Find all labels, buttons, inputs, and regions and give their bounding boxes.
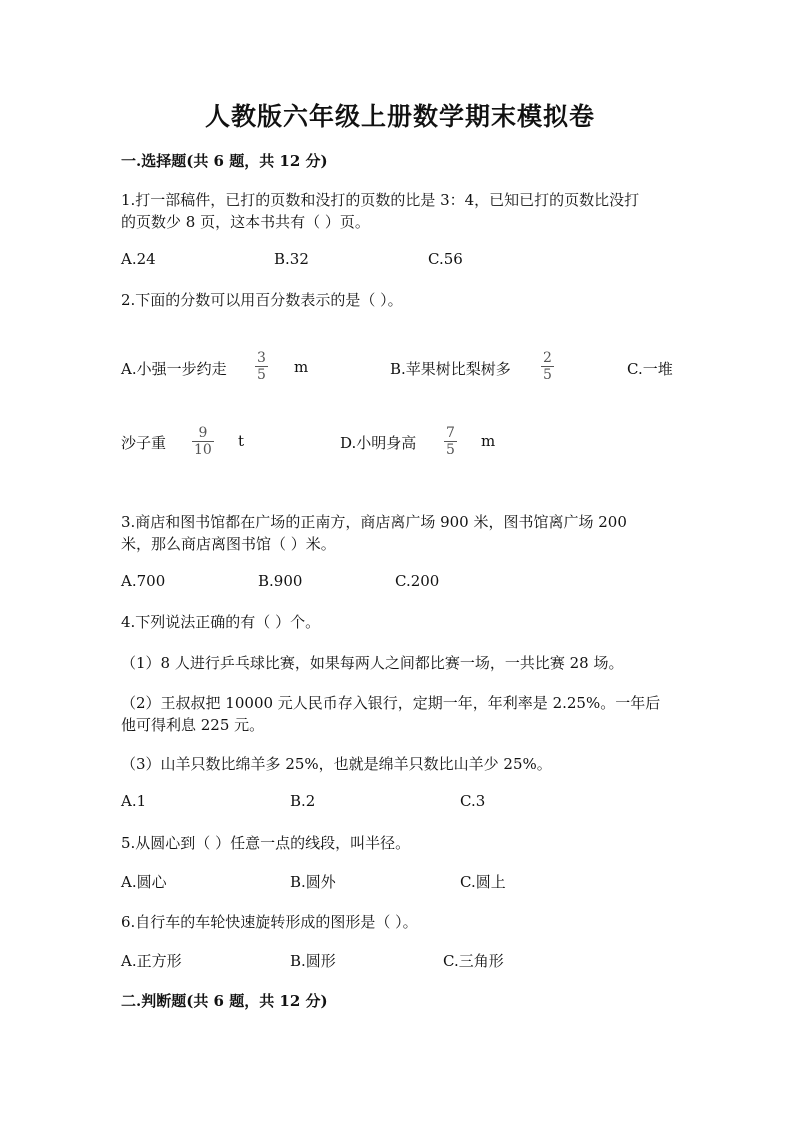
question-6-stem: 6.自行车的车轮快速旋转形成的图形是（ ）。 <box>121 913 418 931</box>
fraction-numerator: 7 <box>446 425 455 441</box>
q2-option-b-fraction <box>541 350 554 383</box>
q3-option-c[interactable]: C.200 <box>395 572 440 590</box>
q3-option-a[interactable]: A.700 <box>121 572 166 590</box>
q1-option-b[interactable]: B.32 <box>274 250 309 268</box>
q4-option-c[interactable]: C.3 <box>460 792 486 810</box>
question-3-line-2: 米，那么商店离图书馆（ ）米。 <box>121 535 336 553</box>
q2-option-a[interactable]: A.小强一步约走 <box>121 360 227 378</box>
question-4-statement-3: （3）山羊只数比绵羊多 25%，也就是绵羊只数比山羊少 25%。 <box>121 755 552 773</box>
q2-option-d-fraction <box>444 425 457 458</box>
question-1-line-1: 1.打一部稿件，已打的页数和没打的页数的比是 3：4，已知已打的页数比没打 <box>121 191 640 209</box>
question-4-statement-2-line-2: 他可得利息 225 元。 <box>121 716 265 734</box>
fraction-denominator: 10 <box>194 442 212 458</box>
q4-option-b[interactable]: B.2 <box>290 792 316 810</box>
question-4-statement-1: （1）8 人进行乒乓球比赛，如果每两人之间都比赛一场，一共比赛 28 场。 <box>121 654 624 672</box>
q3-option-b[interactable]: B.900 <box>258 572 303 590</box>
q5-option-a[interactable]: A.圆心 <box>121 873 167 891</box>
q4-option-a[interactable]: A.1 <box>121 792 147 810</box>
fraction-denominator: 5 <box>257 367 266 383</box>
q6-option-a[interactable]: A.正方形 <box>121 952 182 970</box>
page-title: 人教版六年级上册数学期末模拟卷 <box>204 102 595 131</box>
q1-option-c[interactable]: C.56 <box>428 250 463 268</box>
question-4-stem: 4.下列说法正确的有（ ）个。 <box>121 613 321 631</box>
section-heading-choice: 一.选择题(共 6 题，共 12 分) <box>121 152 328 170</box>
q2-option-c-fraction <box>192 425 214 458</box>
question-1-line-2: 的页数少 8 页，这本书共有（ ）页。 <box>121 213 370 231</box>
fraction-numerator: 3 <box>257 350 266 366</box>
q2-option-c[interactable]: C.一堆 <box>627 360 673 378</box>
q6-option-c[interactable]: C.三角形 <box>443 952 504 970</box>
q2-option-c-unit: t <box>238 432 245 450</box>
q2-option-d[interactable]: D.小明身高 <box>340 434 417 452</box>
q2-option-a-fraction <box>255 350 268 383</box>
question-2-stem: 2.下面的分数可以用百分数表示的是（ ）。 <box>121 291 403 309</box>
q6-option-b[interactable]: B.圆形 <box>290 952 336 970</box>
question-4-statement-2-line-1: （2）王叔叔把 10000 元人民币存入银行，定期一年，年利率是 2.25%。一年后 <box>121 694 661 712</box>
q2-option-a-unit: m <box>294 358 309 376</box>
q1-option-a[interactable]: A.24 <box>121 250 156 268</box>
question-5-stem: 5.从圆心到（ ）任意一点的线段，叫半径。 <box>121 834 411 852</box>
q2-option-c-continued: 沙子重 <box>121 434 167 452</box>
fraction-numerator: 2 <box>543 350 552 366</box>
fraction-denominator: 5 <box>446 442 455 458</box>
q2-option-d-unit: m <box>481 432 496 450</box>
q5-option-b[interactable]: B.圆外 <box>290 873 336 891</box>
q5-option-c[interactable]: C.圆上 <box>460 873 506 891</box>
fraction-numerator: 9 <box>192 425 214 442</box>
section-heading-true-false: 二.判断题(共 6 题，共 12 分) <box>121 992 328 1010</box>
q2-option-b[interactable]: B.苹果树比梨树多 <box>390 360 511 378</box>
question-3-line-1: 3.商店和图书馆都在广场的正南方，商店离广场 900 米，图书馆离广场 200 <box>121 513 627 531</box>
fraction-denominator: 5 <box>543 367 552 383</box>
